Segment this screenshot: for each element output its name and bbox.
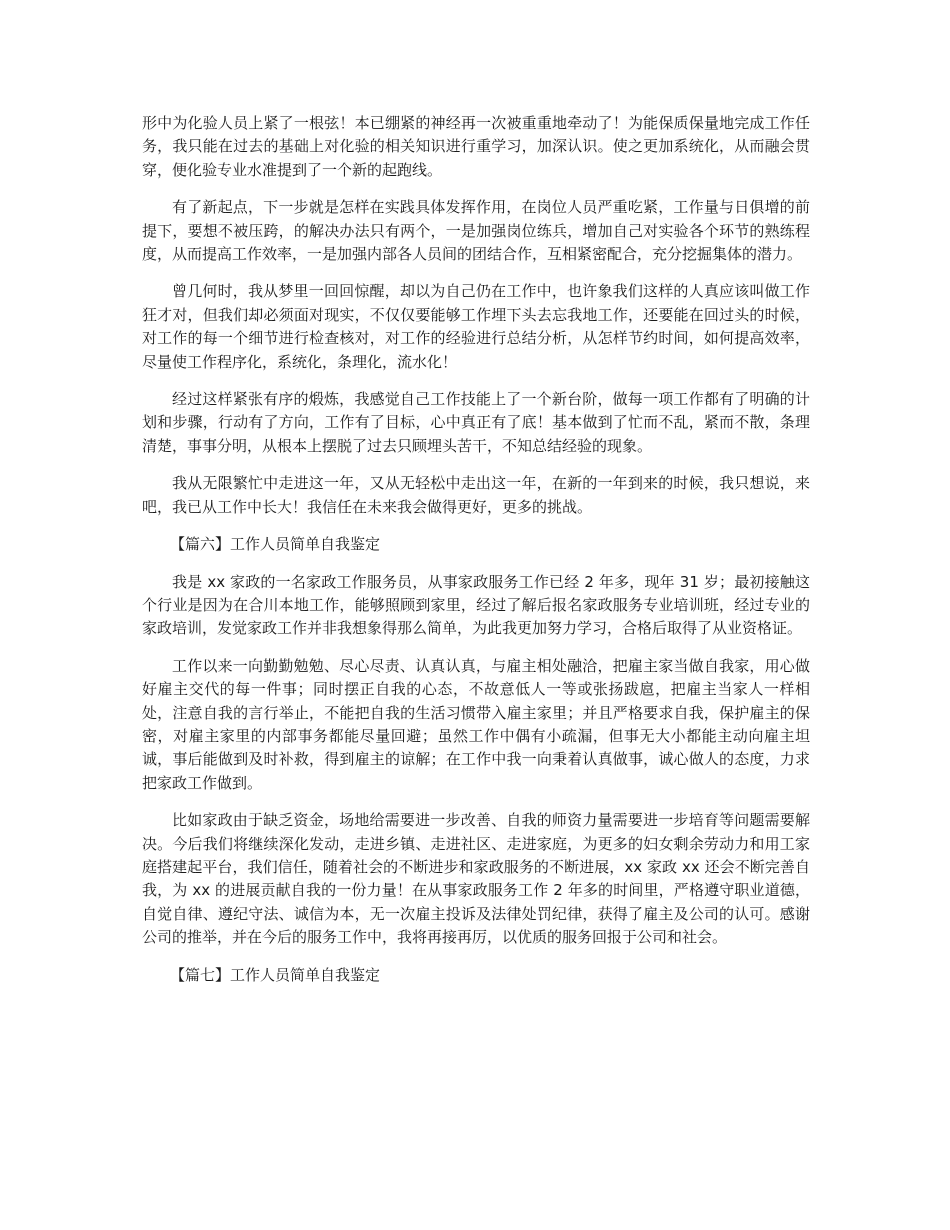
paragraph-dream: 曾几何时，我从梦里一回回惊醒，却以为自己仍在工作中，也许象我们这样的人真应该叫做工作狂才对，但我们却必须面对现实，不仅仅要能够工作埋下头去忘我地工作，还要能在回过头的时候，对工作的每一个细节进行检查核对，对工作的经验进行总结分析，从怎样节约时间，如何提高效率，尽量使工作程序化，系统化，条理化，流水化！ xyxy=(142,282,810,371)
paragraph-6-future: 比如家政由于缺乏资金，场地给需要进一步改善、自我的师资力量需要进一步培育等问题需要解决。今后我们将继续深化发动，走进乡镇、走进社区、走进家庭，为更多的妇女剩余劳动力和用工家庭搭建起平台，我们信任，随着社会的不断进步和家政服务的不断进展，xx 家政 xx 还会不断完善自我，为 xx 的进展贡献自我的一份力量！在从事家政服务工作 2 年多的时间里，严格遵守职业道德，自觉自律、遵纪守法、诚信为本，无一次雇主投诉及法律处罚纪律，获得了雇主及公司的认可。感谢公司的推举，并在今后的服务工作中，我将再接再厉，以优质的服务回报于公司和社会。 xyxy=(142,811,810,947)
paragraph-intro: 形中为化验人员上紧了一根弦！本已绷紧的神经再一次被重重地牵动了！为能保质保量地完成工作任务，我只能在过去的基础上对化验的相关知识进行重学习，加深认识。使之更加系统化，从而融会贯穿，便化验专业水准提到了一个新的起跑线。 xyxy=(142,114,810,179)
paragraph-training: 经过这样紧张有序的煅炼，我感觉自己工作技能上了一个新台阶，做每一项工作都有了明确的计划和步骤，行动有了方向，工作有了目标，心中真正有了底！基本做到了忙而不乱，紧而不散，条理清楚，事事分明，从根本上摆脱了过去只顾埋头苦干，不知总结经验的现象。 xyxy=(142,390,810,455)
paragraph-6-work: 工作以来一向勤勤勉勉、尽心尽责、认真认真，与雇主相处融洽，把雇主家当做自我家，用心做好雇主交代的每一件事；同时摆正自我的心态，不故意低人一等或张扬跋扈，把雇主当家人一样相处，注意自我的言行举止，不能把自我的生活习惯带入雇主家里；并且严格要求自我，保护雇主的保密，对雇主家里的内部事务都能尽量回避；虽然工作中偶有小疏漏，但事无大小都能主动向雇主坦诚，事后能做到及时补救，得到雇主的谅解；在工作中我一向秉着认真做事，诚心做人的态度，力求把家政工作做到。 xyxy=(142,656,810,792)
section-heading-6: 【篇六】工作人员简单自我鉴定 xyxy=(170,535,381,554)
paragraph-new-start: 有了新起点，下一步就是怎样在实践具体发挥作用，在岗位人员严重吃紧，工作量与日俱增的前提下，要想不被压跨，的解决办法只有两个，一是加强岗位练兵，增加自己对实验各个环节的熟练程度，从而提高工作效率，一是加强内部各人员间的团结合作，互相紧密配合，充分挖掘集体的潜力。 xyxy=(142,198,810,264)
paragraph-6-intro: 我是 xx 家政的一名家政工作服务员，从事家政服务工作已经 2 年多，现年 31 岁；最初接触这个行业是因为在合川本地工作，能够照顾到家里，经过了解后报名家政服务专业培训班，经过专业的家政培训，发觉家政工作并非我想象得那么简单，为此我更加努力学习，合格后取得了从业资格证。 xyxy=(142,572,810,638)
section-heading-7: 【篇七】工作人员简单自我鉴定 xyxy=(170,965,381,984)
paragraph-year: 我从无限繁忙中走进这一年，又从无轻松中走出这一年，在新的一年到来的时候，我只想说，来吧，我已从工作中长大！我信任在未来我会做得更好，更多的挑战。 xyxy=(142,474,810,516)
document-page xyxy=(142,112,810,1001)
